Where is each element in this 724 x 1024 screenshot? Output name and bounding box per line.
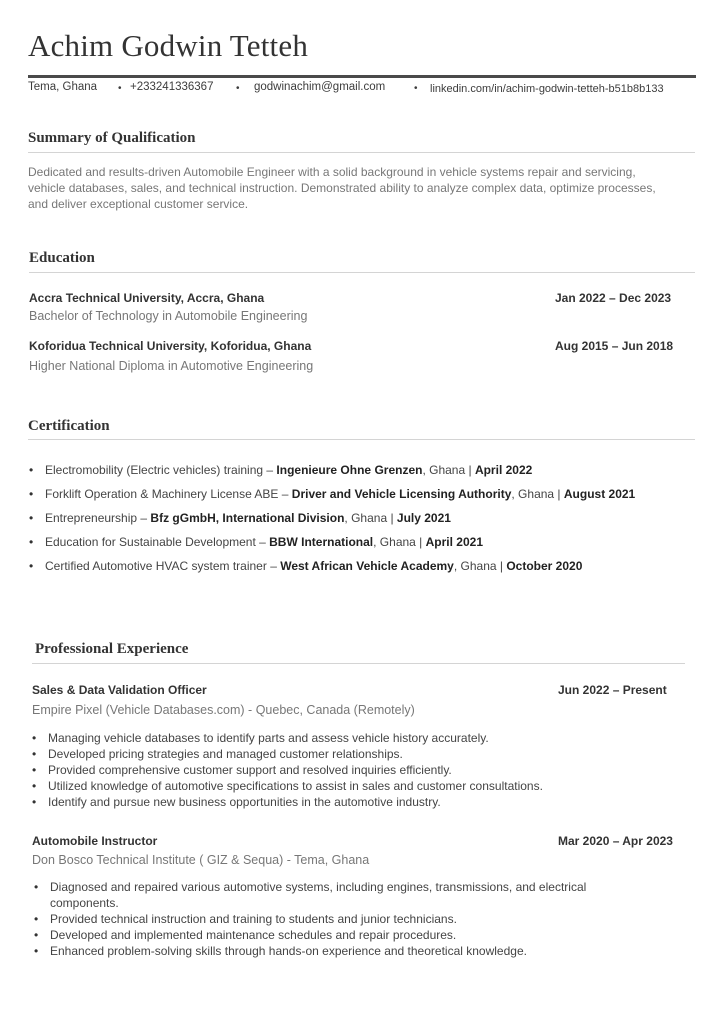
list-item bbox=[29, 485, 709, 509]
list-item: • Enhanced problem-solving skills through hands-on experience and theoretical knowledge. bbox=[34, 943, 654, 959]
cert-name: Forklift Operation & Machinery License ABE – bbox=[45, 487, 292, 501]
cert-place: , Ghana | bbox=[511, 487, 564, 501]
summary-heading: Summary of Qualification bbox=[28, 130, 196, 146]
education-dates: Aug 2015 – Jun 2018 bbox=[555, 339, 674, 353]
cert-issuer: BBW International bbox=[269, 535, 374, 549]
list-item bbox=[29, 557, 709, 581]
education-heading: Education bbox=[29, 250, 95, 266]
cert-place: , Ghana | bbox=[422, 463, 475, 477]
list-item: • Developed and implemented maintenance schedules and repair procedures. bbox=[34, 927, 654, 943]
contact-linkedin[interactable]: linkedin.com/in/achim-godwin-tetteh-b51b8b133 bbox=[430, 83, 664, 95]
summary-text: Dedicated and results-driven Automobile Engineer with a solid background in vehicle systems repair and servicing, vehicle databases, sales, and technical instruction. Demonstrated ability to analyze complex data, optimize processes, and deliver exceptional customer service. bbox=[28, 165, 656, 211]
cert-date: April 2021 bbox=[425, 535, 483, 549]
job-duties bbox=[32, 730, 692, 810]
list-item bbox=[29, 461, 709, 485]
cert-place: , Ghana | bbox=[344, 511, 397, 525]
list-item bbox=[29, 509, 709, 533]
cert-issuer: Driver and Vehicle Licensing Authority bbox=[291, 487, 512, 501]
contact-email[interactable]: godwinachim@gmail.com bbox=[254, 81, 386, 93]
candidate-name: Achim Godwin Tetteh bbox=[28, 28, 309, 63]
cert-date: October 2020 bbox=[506, 559, 583, 573]
cert-name: Entrepreneurship – bbox=[45, 511, 151, 525]
list-item: • Developed pricing strategies and managed customer relationships. bbox=[32, 746, 692, 762]
cert-name: Electromobility (Electric vehicles) training – bbox=[45, 463, 277, 477]
list-item: • Utilized knowledge of automotive specifications to assist in sales and customer consultations. bbox=[32, 778, 692, 794]
job-dates: Jun 2022 – Present bbox=[558, 683, 667, 697]
education-school: Accra Technical University, Accra, Ghana bbox=[29, 291, 265, 305]
education-degree: Higher National Diploma in Automotive Engineering bbox=[29, 359, 314, 373]
separator-dot: • bbox=[414, 83, 418, 94]
cert-issuer: Bfz gGmbH, International Division bbox=[150, 511, 345, 525]
list-item: • Diagnosed and repaired various automotive systems, including engines, transmissions, and electrical components. bbox=[34, 879, 654, 911]
job-role: Automobile Instructor bbox=[32, 834, 158, 848]
cert-issuer: West African Vehicle Academy bbox=[280, 559, 454, 573]
cert-issuer: Ingenieure Ohne Grenzen bbox=[276, 463, 423, 477]
list-item: • Identify and pursue new business opportunities in the automotive industry. bbox=[32, 794, 692, 810]
contact-location: Tema, Ghana bbox=[28, 81, 98, 93]
experience-divider bbox=[32, 663, 685, 664]
summary-divider bbox=[28, 152, 695, 153]
list-item: • Provided technical instruction and training to students and junior technicians. bbox=[34, 911, 654, 927]
cert-place: , Ghana | bbox=[373, 535, 426, 549]
job-dates: Mar 2020 – Apr 2023 bbox=[558, 834, 673, 848]
education-school: Koforidua Technical University, Koforidua, Ghana bbox=[29, 339, 312, 353]
list-item: • Managing vehicle databases to identify parts and assess vehicle history accurately. bbox=[32, 730, 692, 746]
certification-list bbox=[29, 461, 709, 581]
education-dates: Jan 2022 – Dec 2023 bbox=[555, 291, 672, 305]
education-degree: Bachelor of Technology in Automobile Engineering bbox=[29, 309, 308, 323]
header-divider bbox=[28, 75, 696, 78]
job-company: Don Bosco Technical Institute ( GIZ & Sequa) - Tema, Ghana bbox=[32, 853, 370, 867]
cert-date: April 2022 bbox=[474, 463, 533, 477]
education-divider bbox=[29, 272, 695, 273]
separator-dot: • bbox=[118, 83, 122, 94]
cert-date: August 2021 bbox=[563, 487, 636, 501]
cert-name: Certified Automotive HVAC system trainer – bbox=[45, 559, 281, 573]
job-role: Sales & Data Validation Officer bbox=[32, 683, 207, 697]
certification-heading: Certification bbox=[28, 418, 110, 434]
separator-dot: • bbox=[236, 83, 240, 94]
certification-divider bbox=[28, 439, 695, 440]
job-duties bbox=[34, 879, 654, 959]
cert-place: , Ghana | bbox=[453, 559, 507, 573]
cert-name: Education for Sustainable Development – bbox=[45, 535, 270, 549]
cert-date: July 2021 bbox=[396, 511, 451, 525]
contact-phone[interactable]: +233241336367 bbox=[130, 81, 214, 93]
experience-heading: Professional Experience bbox=[35, 641, 189, 657]
list-item: • Provided comprehensive customer support and resolved inquiries efficiently. bbox=[32, 762, 692, 778]
list-item bbox=[29, 533, 709, 557]
job-company: Empire Pixel (Vehicle Databases.com) - Quebec, Canada (Remotely) bbox=[32, 703, 415, 717]
